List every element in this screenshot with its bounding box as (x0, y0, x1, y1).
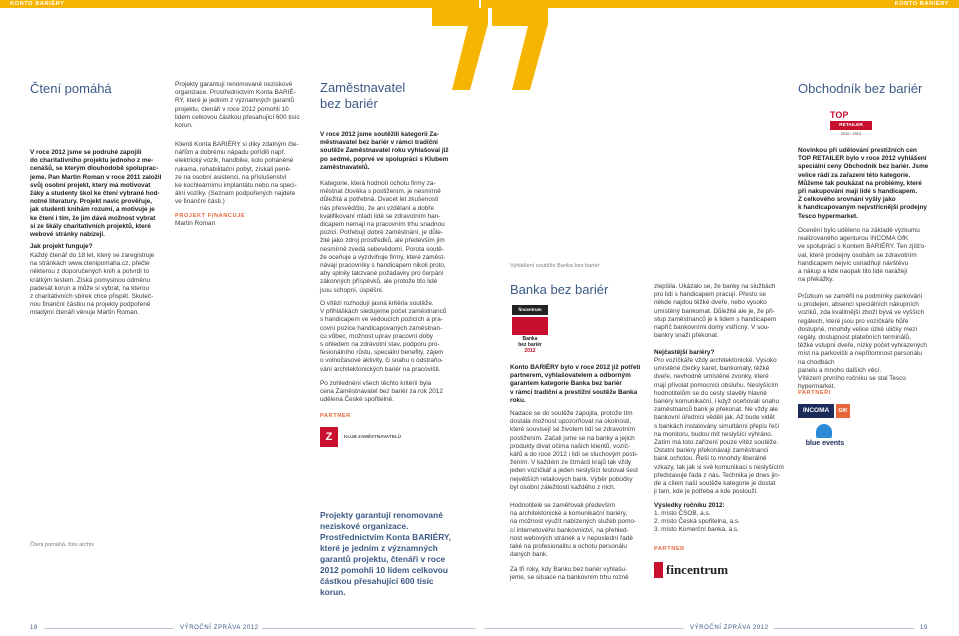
top-retailer-top: TOP (830, 110, 849, 120)
col2-label-financuje: PROJEKT FINANCUJE (175, 213, 246, 219)
col6-label-partneri: PARTNEŘI (798, 390, 831, 396)
col5-paragraph-2: Pro vozíčkáře vždy architektonické. Vysoko umístěné čtečky karet, bankomaty, těžké dveře, nevhodně umístěné zvonky, které mají přivolat pomocníci obsluhu. Neslyšícím hodnotitelům se do cesty stavěly hlavně bariéry komunikační, i když oceňovali snahu zaměstnanců bank je překonat. Ne vždy ale bankovní úředníci věděli jak. Až bude vidět s bankách instalovány simultánní přepis řeči na monitoru, budou mít neslyšící výhráno. Zatím má toto zařízení pouze vítěz soutěže. Ostatní bariéry překonávají zaměstnanci bank ochotou. Řeší to mnohdy liberálně vzkazy, tak jak si své komunikaci s neslyšícím představuje řada z nás. Technika je dnes jin- de a cílem naší soutěže kategorie je dostat ji tam, kde je potřeba a kde poslouží. (654, 357, 784, 496)
footer-page-right: 19 (920, 625, 928, 631)
col6-intro: Novinkou při udělování prestižních cen TOP RETAILER bylo v roce 2012 vyhlášení speciální ceny Obchodník bez bariér. Jsme velice rádi za zařazení této kategorie. Můžeme tak poukázat na problémy, které při nakupování mají lidé s handicapem. Z celkového srovnání vyšly jako k handicapovaným nejvstřícnější prodejny Tesco hypermarket. (798, 147, 929, 220)
section-title-obchodnik: Obchodník bez bariér (798, 81, 923, 96)
col5-result-3: 3. místo Komerční banka, a.s. (654, 526, 739, 533)
incoma-logo-text: INCOMA (798, 404, 834, 418)
col1-question: Jak projekt funguje? (30, 243, 93, 250)
col4-photo-caption: Vyhlášení soutěže Banka bez bariér (510, 263, 600, 269)
klub-logo-mark: Z (320, 427, 338, 447)
col3-paragraph-1: Kategorie, která hodnotí ochotu firmy za- městnat člověka s postižením, je nesmírně důležitá a potřebná. Dvacet let zkušeností nás přesvědčilo, že ani vzdělaní a dobře kvalifikovaní mladí lidé se zdravotním han- dicapem nemají na pracovním trhu snadnou pozici. Potřebují dobré zaměstnání, je důle- žité jako zdroj prostředků, ale především jim nesmírně zvedá sebevědomí. Porota soutě- že oceňuje a vyzdvihuje firmy, které zaměst- návají pracovníky s handicapem nikoli proto, aby splnily takzvané požadavky pro čerpání zákonných příspěvků, ale protože tito lidé jsou schopní, úspěšní. (320, 180, 446, 294)
col5-question: Nejčastější bariéry? (654, 349, 715, 356)
footer-rule-right-1 (484, 628, 684, 629)
col2-paragraph-1: Projekty garantují renomované neziskové organizace. Prostřednictvím Konta BARIÉ- RY, které je jedním z významných garantů projektu, čtenáři v roce 2012 pomohli 10 lidem celkovou částkou přesahující 600 tisíc korun. (175, 81, 300, 130)
col3-label-partner: PARTNER (320, 413, 351, 419)
col4-intro: Konto BARIÉRY bylo v roce 2012 již potřetí partnerem, vyhlašovatelem a odborným garantem kategorie Banka bez bariér v rámci tradiční a prestižní soutěže Banka roku. (510, 364, 641, 404)
footer-page-left: 18 (30, 625, 38, 631)
top-retailer-banner: RETAILER (830, 121, 872, 130)
header-bar-right (481, 0, 959, 8)
banka-logo-line-1: Banka (522, 336, 538, 342)
footer-text-right: VÝROČNÍ ZPRÁVA 2012 (690, 625, 769, 631)
top-retailer-logo (830, 110, 872, 138)
blue-events-text: blue events (805, 440, 845, 447)
blue-events-logo (800, 424, 850, 450)
footer-rule-right-2 (774, 628, 914, 629)
fincentrum-logo-text: fincentrum (666, 562, 729, 577)
footer-rule-left-2 (262, 628, 476, 629)
section-title-zamestnavatel-1: Zaměstnavatel (320, 80, 406, 95)
col5-label-partner: PARTNER (654, 546, 685, 552)
col6-paragraph-1: Ocenění bylo uděleno na základě výzkumu realizovaného agenturou INCOMA GfK ve spolupráci s Kontem BARIÉRY. Ten zjišťo- val, které prodejny osobám se zdravotním handicapem nejvíc usnadňují návštěvu a nákup a kde naopak tito lidé narážejí na překážky. (798, 227, 927, 284)
klub-zamestnavatelu-logo (320, 427, 440, 447)
col4-paragraph-3: Za tři roky, kdy Banku bez bariér vyhlašu- jeme, se situace na bankovním trhu rozně (510, 566, 629, 582)
header-label-left: KONTO BARIÉRY (10, 1, 65, 7)
col6-paragraph-2: Průzkum se zaměřil na podmínky parkování u prodejen, absenci speciálních nákupních vozíků, zda kvalitnější zboží bývá ve vyšších regálech, které jsou pro vozíčkáře hůře dostupné, mnohdy velice úzké uličky mezi regály, dostupnost platebních terminálů, těžké vstupní dveře, nízký počet vyhrazených míst na parkovišti a nepřítomnost personálu na chodbách panelu a mnoho dalších věcí. Vítězem prvního ročníku se stal Tesco hypermarket. (798, 293, 927, 391)
banka-logo-graphic (512, 317, 548, 335)
col1-photo-caption: Čtení pomáhá, foto archiv (30, 542, 95, 548)
col1-body: Každý čtenář do 18 let, který se zaregistruje na stránkách www.ctenipomaha.cz, přečte některou z doporučených knih a potvrdí to krátkým testem. Získá pomyslnou odměnu padesát korun a může si vybrat, na kterou z charitativních sbírek chce přispět. Skuteč- nou finanční částku na projekty podpořené mladými čtenáři věnuje Martin Roman. (30, 252, 155, 317)
col5-result-2: 2. místo Česká spořitelna, a.s. (654, 518, 740, 525)
col2-paragraph-2: Klienti Konta BARIÉRY si díky zdatným čte- nářům a dobrému nápadu pořídili např. elektrický vozík, handbike, kolo poháněné rukama, rehabilitační pobyt, získali peně- ze na osobní asistenci, na příslušenství ke kochleárnímu implantátu nebo na speci- ální vozíky. (Seznam podpořených najdete ve finanční části.) (175, 141, 299, 206)
header-label-right: KONTO BARIÉRY (894, 1, 949, 7)
section-title-zamestnavatel-2: bez bariér (320, 96, 378, 111)
footer-text-left: VÝROČNÍ ZPRÁVA 2012 (180, 625, 259, 631)
col3-intro: V roce 2012 jsme soutěžili kategorii Za- městnavatel bez bariér v rámci tradiční soutěže Zaměstnavatel roku vyhlašovaí již po sedmé, poprvé ve spolupráci s Klubem zaměstnavatelů. (320, 131, 449, 171)
fincentrum-logo (654, 560, 738, 580)
banka-bez-barier-logo (512, 305, 548, 357)
col2-label-name: Martin Roman (175, 220, 216, 227)
col3-highlight-quote: Projekty garantují renomované neziskové organizace. Prostřednictvím Konta BARIÉRY, které je jedním z významných garantů projektu, čtenáři v roce 2012 pomohli 10 lidem celkovou částkou přesahující 600 tisíc korun. (320, 510, 451, 597)
klub-logo-text: KLUB ZAMĚSTNAVATELŮ (344, 434, 401, 439)
col5-result-1: 1. místo ČSOB, a.s. (654, 510, 711, 517)
col1-intro: V roce 2012 jsme se podruhé zapojili do charitativního projektu jednoho z me- cenášů, se kterým dlouhodobě spoluprac- jeme. Pan Martin Roman v roce 2011 založil svůj osobní projekt, který má motivovat žáky a studenty škol ke čtení vybrané hod- notné literatury. Projekt navíc prověřuje, jak studenti knihám rozumí, a motivuje je ke čtení i tím, že jim dává možnost vybrat si ze škály charitativních projektů, které webové stránky nabízejí. (30, 149, 162, 239)
col5-paragraph-1: zlepšila. Ukázalo se, že banky na službách pro lidi s handicapem pracují. Přesto se někde najdou těžké dveře, nebo vysoko umístěný bankomat. Důležité ale je, že při- stup zaměstnanců je k lidem s handicapem napříč bankovními domy vstřícný. V sou- bankry snaží překonat. (654, 283, 777, 340)
col5-results-title: Výsledky ročníku 2012: (654, 502, 725, 509)
big-number-graphic (430, 8, 550, 90)
col4-paragraph-1: Nadace se do soutěže zapojila, protože tím dostala možnost upozorňovat na okolnosti, které souvisejí se životem lidí se zdravotním postižením. Začali jsme se na banky a jejich produkty dívat očima našich klientů, vozíč- kářů a do roce 2012 i lidí se sluchovým posti- žením. V každém ze čtrnácti krajů tak vždy jeden vozíčkář a jeden neslyšící testoval šest největších retailových bank. Výběr pobočky byl osobní záležitostí každého z nich. (510, 410, 638, 491)
col3-paragraph-3: Po zohlednění všech těchto kritérií byla cena Zaměstnavatel bez bariér za rok 2012 udělena České spořitelně. (320, 380, 443, 404)
fincentrum-logo-mark (654, 562, 663, 578)
banka-logo-top: fincentrum (512, 305, 548, 315)
section-title-cteni: Čtení pomáhá (30, 81, 112, 96)
footer-rule-left-1 (44, 628, 174, 629)
banka-logo-year: 2012 (524, 348, 536, 354)
banka-logo-line-2: bez bariér (518, 342, 542, 348)
section-title-banka: Banka bez bariér (510, 282, 609, 297)
header-bar-left (0, 0, 479, 8)
col3-paragraph-2: O vítězi rozhodují jasná kritéria soutěže. V přihláškách sledujeme počet zaměstnanců s handicapem ve vedoucích pozicích a pra- covní pozice handicapovaných zaměstnan- cu vůbec, možnost uprav pracovní doby s ohledem na zdravotní stav, podporu pro- fesionálního růstu, speciální benefity, zájem o volnočasové aktivity, či snahu o odstraňo- vání architektonických bariér na pracovišti. (320, 300, 447, 373)
col4-paragraph-2: Hodnotitelé se zaměřovali především na architektonické a komunikační bariéry, na možnost využít nabízených služeb pomo- cí internetového bankovnictví, na přehled- nost webových stránek a v neposlední řadě také na profesionalitu a ochotu personálu daných bank. (510, 502, 637, 559)
top-retailer-year: 2012 / 2013 (840, 132, 862, 136)
gfk-logo-text: GfK (836, 404, 850, 418)
incoma-gfk-logo (798, 404, 852, 418)
blue-events-mark (816, 424, 832, 438)
